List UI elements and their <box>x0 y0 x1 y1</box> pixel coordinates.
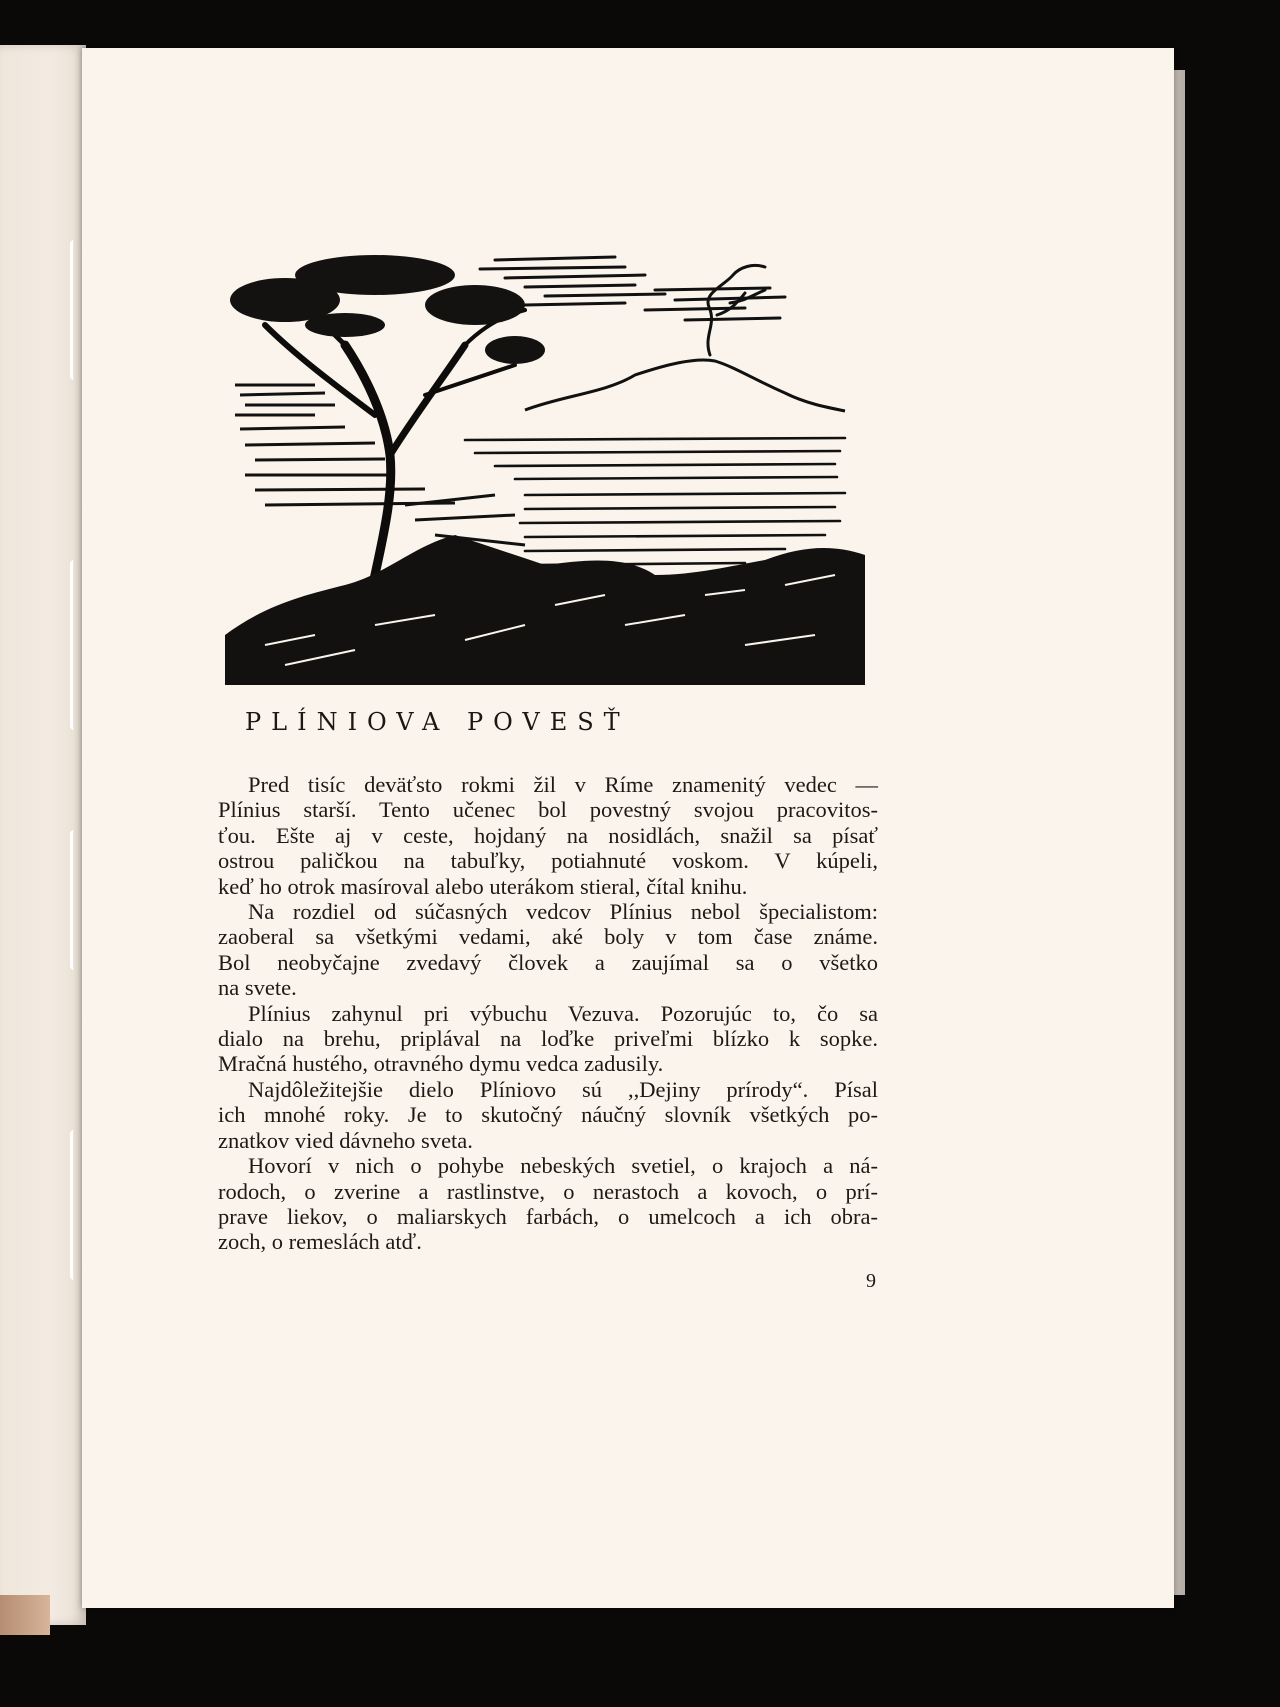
text-line: ich mnohé roky. Je to skutočný náučný slovník všetkých po- <box>218 1102 878 1128</box>
paragraph <box>218 772 878 899</box>
volcano-smoke <box>708 265 765 355</box>
text-line: Plínius zahynul pri výbuchu Vezuva. Pozorujúc to, čo sa <box>248 1000 878 1026</box>
text-line: keď ho otrok masíroval alebo uterákom stieral, čítal knihu. <box>218 873 748 899</box>
paragraph <box>218 1077 878 1153</box>
text-line: ostrou paličkou na tabuľky, potiahnuté voskom. V kúpeli, <box>218 848 878 874</box>
pine-canopy <box>230 255 545 364</box>
text-line: Plínius starší. Tento učenec bol povestný svojou pracovitos- <box>218 797 878 823</box>
text-line: Na rozdiel od súčasných vedcov Plínius nebol špecialistom: <box>248 899 878 925</box>
page-number: 9 <box>866 1270 876 1292</box>
text-line: Pred tisíc deväťsto rokmi žil v Ríme znamenitý vedec — <box>248 772 878 797</box>
body-text <box>218 772 878 1255</box>
text-line: Mračná hustého, otravného dymu vedca zadusily. <box>218 1051 664 1077</box>
text-line: prave liekov, o maliarskych farbách, o umelcoch a ich obra- <box>218 1203 878 1229</box>
vesuvius-outline <box>525 360 845 411</box>
book-cover-edge <box>0 1595 50 1635</box>
paragraph <box>218 1153 878 1255</box>
text-line: Najdôležitejšie dielo Plíniovo sú ,,Dejiny prírody“. Písal <box>248 1076 878 1102</box>
text-line: rodoch, o zverine a rastlinstve, o nerastoch a kovoch, o prí- <box>218 1178 878 1204</box>
paragraph <box>218 1001 878 1077</box>
text-line: Hovorí v nich o pohybe nebeských svetiel, o krajoch a ná- <box>248 1153 878 1179</box>
text-line: dialo na brehu, priplával na loďke priveľmi blízko k sopke. <box>218 1026 878 1052</box>
text-line: zoch, o remeslách atď. <box>218 1229 422 1255</box>
foreground-bushes <box>225 535 865 685</box>
chapter-title: PLÍNIOVA POVESŤ <box>245 708 630 736</box>
text-line: zaoberal sa všetkými vedami, aké boly v tom čase známe. <box>218 924 878 950</box>
text-line: znatkov vied dávneho sveta. <box>218 1127 473 1153</box>
landscape-illustration <box>225 245 865 685</box>
text-line: ťou. Ešte aj v ceste, hojdaný na nosidlách, snažil sa písať <box>218 822 878 848</box>
text-line: na svete. <box>218 975 297 1001</box>
paragraph <box>218 899 878 1001</box>
text-line: Bol neobyčajne zvedavý človek a zaujímal sa o všetko <box>218 949 878 975</box>
